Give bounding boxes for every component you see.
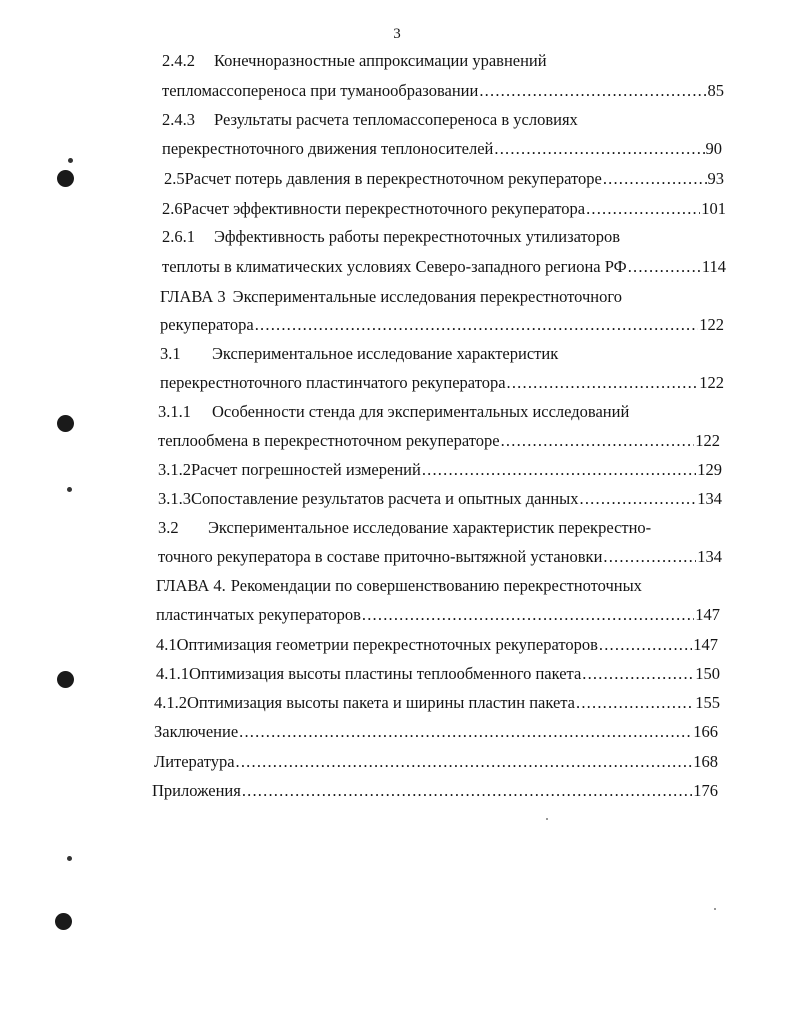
toc-page: 176: [693, 781, 718, 800]
punch-hole: [57, 415, 74, 432]
toc-entry-3-1-3: [158, 487, 722, 511]
toc-code: ГЛАВА 3: [160, 287, 226, 306]
toc-title: Оптимизация геометрии перекрестноточных рекуператоров: [176, 635, 598, 654]
toc-code: 2.4.2: [162, 51, 195, 70]
toc-title-continuation: теплоты в климатических условиях Северо-западного региона РФ: [162, 257, 627, 276]
toc-code: 2.6: [162, 199, 183, 218]
toc-chapter-3: [160, 285, 622, 309]
dot-leader: [576, 691, 694, 715]
toc-page: 168: [693, 752, 718, 771]
toc-code: 3.2: [158, 518, 179, 537]
toc-page: 93: [707, 169, 724, 188]
toc-page: 90: [705, 139, 722, 158]
toc-title-continuation: рекуператора: [160, 315, 254, 334]
toc-entry-2-4-2-cont: [162, 79, 724, 103]
toc-title: Расчет эффективности перекрестноточного рекуператора: [182, 199, 586, 218]
scan-speck: [67, 487, 72, 492]
toc-title: Расчет потерь давления в перекрестноточном рекуператоре: [184, 169, 602, 188]
scan-speck: [546, 818, 548, 820]
toc-code: 3.1.2: [158, 460, 191, 479]
toc-code: 4.1.1: [156, 664, 189, 683]
toc-code: 2.5: [164, 169, 185, 188]
toc-code: 2.4.3: [162, 110, 195, 129]
dot-leader: [422, 458, 696, 482]
toc-entry-2-4-3-cont: [162, 137, 722, 161]
toc-title-continuation: теплообмена в перекрестноточном рекуператоре: [158, 431, 500, 450]
toc-page: 134: [697, 489, 722, 508]
toc-entry-literature: [154, 750, 718, 774]
toc-entry-appendices: [152, 779, 718, 803]
toc-title: Особенности стенда для экспериментальных исследований: [212, 402, 630, 421]
dot-leader: [242, 779, 692, 803]
toc-title-continuation: точного рекуператора в составе приточно-вытяжной установки: [158, 547, 603, 566]
toc-title: Конечноразностные аппроксимации уравнений: [214, 51, 547, 70]
dot-leader: [586, 197, 700, 221]
dot-leader: [479, 79, 706, 103]
toc-page: 129: [697, 460, 722, 479]
toc-page: 114: [701, 257, 726, 276]
toc-title-continuation: перекрестноточного движения теплоносителей: [162, 139, 494, 158]
toc-title: Экспериментальное исследование характеристик перекрестно-: [208, 518, 652, 537]
dot-leader: [239, 720, 692, 744]
dot-leader: [507, 371, 699, 395]
toc-page: 101: [701, 199, 726, 218]
toc-entry-2-6: [162, 197, 726, 221]
dot-leader: [236, 750, 693, 774]
toc-page: 85: [707, 81, 724, 100]
toc-page: 122: [699, 373, 724, 392]
dot-leader: [628, 255, 701, 279]
toc-code: 4.1.2: [154, 693, 187, 712]
toc-code: 2.6.1: [162, 227, 195, 246]
toc-entry-conclusion: [154, 720, 718, 744]
toc-page: 155: [695, 693, 720, 712]
toc-entry-3-1-1: [158, 400, 629, 424]
toc-page: 122: [699, 315, 724, 334]
toc-code: ГЛАВА 4.: [156, 576, 226, 595]
dot-leader: [582, 662, 694, 686]
toc-entry-2-5: [164, 167, 724, 191]
punch-hole: [55, 913, 72, 930]
toc-title: Литература: [154, 752, 235, 771]
toc-title: Оптимизация высоты пакета и ширины пластин пакета: [187, 693, 576, 712]
punch-hole: [57, 170, 74, 187]
toc-title-continuation: пластинчатых рекуператоров: [156, 605, 361, 624]
toc-title: Результаты расчета тепломассопереноса в условиях: [214, 110, 578, 129]
toc-title: Расчет погрешностей измерений: [191, 460, 421, 479]
toc-entry-4-1-2: [154, 691, 720, 715]
toc-entry-3-1-2: [158, 458, 722, 482]
punch-hole: [57, 671, 74, 688]
dot-leader: [603, 545, 696, 569]
dot-leader: [501, 429, 695, 453]
toc-title: Эффективность работы перекрестноточных утилизаторов: [214, 227, 621, 246]
toc-page: 166: [693, 722, 718, 741]
toc-code: 3.1: [160, 344, 181, 363]
dot-leader: [494, 137, 704, 161]
toc-code: 3.1.1: [158, 402, 191, 421]
dot-leader: [255, 313, 699, 337]
toc-chapter-4-cont: [156, 603, 720, 627]
toc-entry-2-4-2: [162, 49, 547, 73]
toc-page: 147: [693, 635, 718, 654]
toc-chapter-3-cont: [160, 313, 724, 337]
toc-title: Приложения: [152, 781, 241, 800]
toc-title-continuation: перекрестноточного пластинчатого рекуператора: [160, 373, 506, 392]
toc-page: 134: [697, 547, 722, 566]
toc-entry-4-1-1: [156, 662, 720, 686]
dot-leader: [580, 487, 697, 511]
dot-leader: [362, 603, 694, 627]
toc-title: Экспериментальные исследования перекрестноточного: [232, 287, 622, 306]
toc-title: Экспериментальное исследование характеристик: [212, 344, 559, 363]
toc-entry-3-2-cont: [158, 545, 722, 569]
toc-entry-2-6-1: [162, 225, 620, 249]
toc-title: Рекомендации по совершенствованию перекрестноточных: [230, 576, 642, 595]
toc-page: 147: [695, 605, 720, 624]
page-number: 3: [393, 26, 401, 42]
toc-entry-3-2: [158, 516, 651, 540]
toc-title-continuation: тепломассопереноса при туманообразовании: [162, 81, 479, 100]
scan-speck: [68, 158, 73, 163]
toc-entry-3-1-cont: [160, 371, 724, 395]
toc-chapter-4: [156, 574, 642, 598]
toc-entry-2-6-1-cont: [162, 255, 726, 279]
toc-title: Оптимизация высоты пластины теплообменного пакета: [189, 664, 582, 683]
dot-leader: [599, 633, 692, 657]
toc-title: Сопоставление результатов расчета и опытных данных: [191, 489, 579, 508]
toc-title: Заключение: [154, 722, 239, 741]
toc-page: 150: [695, 664, 720, 683]
toc-entry-3-1-1-cont: [158, 429, 720, 453]
scan-speck: [67, 856, 72, 861]
toc-entry-3-1: [160, 342, 558, 366]
toc-page: 122: [695, 431, 720, 450]
toc-code: 3.1.3: [158, 489, 191, 508]
toc-entry-4-1: [156, 633, 718, 657]
scan-speck: [714, 908, 716, 910]
toc-code: 4.1: [156, 635, 177, 654]
toc-entry-2-4-3: [162, 108, 578, 132]
dot-leader: [603, 167, 707, 191]
